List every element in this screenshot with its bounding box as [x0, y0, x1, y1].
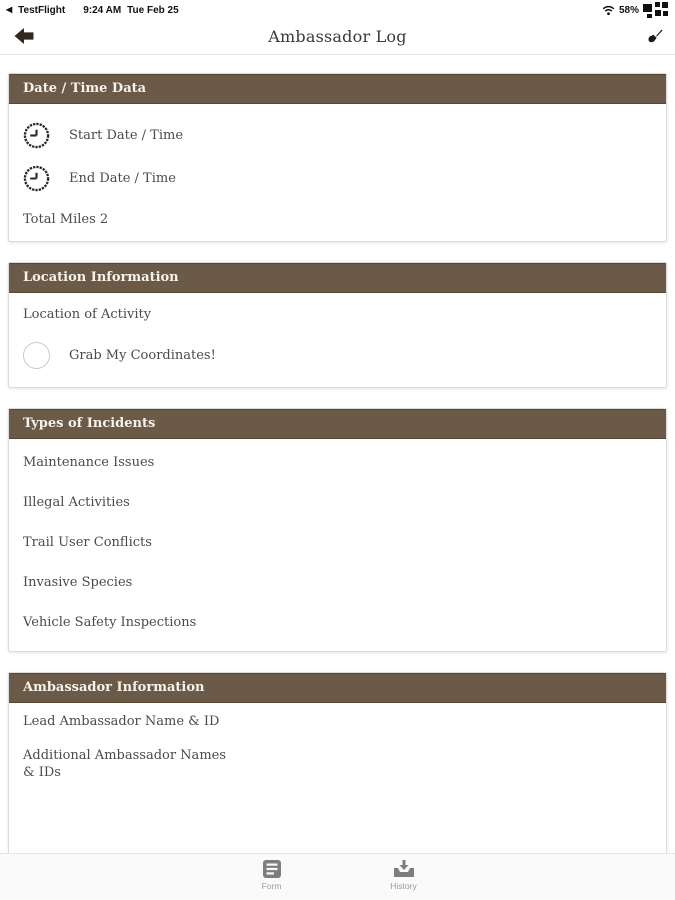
tab-history-label: History	[390, 881, 417, 891]
status-left	[6, 5, 179, 16]
section-location	[8, 262, 667, 388]
section-location-header: Location Information	[9, 263, 666, 293]
status-right	[602, 2, 669, 18]
total-miles-field[interactable]: Total Miles 2	[23, 212, 109, 227]
incident-item-illegal[interactable]: Illegal Activities	[23, 495, 130, 510]
brush-icon[interactable]	[647, 28, 663, 44]
incident-item-invasive[interactable]: Invasive Species	[23, 575, 133, 590]
grab-coordinates-row[interactable]	[23, 336, 652, 373]
section-datetime-header: Date / Time Data	[9, 74, 666, 104]
status-bar	[0, 0, 675, 18]
section-incidents-body	[9, 439, 666, 651]
grab-coordinates-radio[interactable]	[23, 342, 50, 369]
tab-form-label: Form	[261, 881, 282, 891]
battery-percent: 58%	[618, 4, 639, 16]
incident-item-trail-user[interactable]: Trail User Conflicts	[23, 535, 152, 550]
history-icon	[393, 859, 415, 879]
form-content	[0, 55, 675, 866]
status-time: 9:24 AM	[83, 4, 122, 16]
section-incidents	[8, 408, 667, 652]
section-ambassador-body	[9, 703, 666, 865]
status-date: Tue Feb 25	[127, 4, 179, 16]
additional-ambassador-field[interactable]: Additional Ambassador Names & IDs	[23, 748, 227, 780]
status-app-name[interactable]: TestFlight	[18, 4, 66, 16]
clock-icon	[23, 122, 50, 149]
section-location-body	[9, 293, 666, 387]
back-to-app-icon[interactable]: ◀	[6, 5, 13, 14]
section-ambassador	[8, 672, 667, 866]
nav-bar	[0, 18, 675, 55]
section-datetime-body	[9, 104, 666, 241]
grab-coordinates-label: Grab My Coordinates!	[69, 348, 216, 363]
section-ambassador-header: Ambassador Information	[9, 673, 666, 703]
battery-icon	[643, 2, 669, 18]
location-of-activity-field[interactable]: Location of Activity	[23, 307, 152, 322]
form-icon	[262, 859, 282, 879]
clock-icon	[23, 165, 50, 192]
incident-item-maintenance[interactable]: Maintenance Issues	[23, 455, 155, 470]
section-incidents-header: Types of Incidents	[9, 409, 666, 439]
section-datetime	[8, 73, 667, 242]
back-arrow-icon[interactable]	[12, 27, 36, 45]
incident-item-vehicle-safety[interactable]: Vehicle Safety Inspections	[23, 615, 197, 630]
start-datetime-label: Start Date / Time	[69, 128, 184, 143]
end-datetime-label: End Date / Time	[69, 171, 176, 186]
bottom-tab-bar	[0, 853, 675, 900]
start-datetime-field[interactable]	[23, 114, 652, 157]
lead-ambassador-field[interactable]: Lead Ambassador Name & ID	[23, 714, 220, 729]
page-title: Ambassador Log	[268, 26, 407, 46]
tab-history[interactable]	[382, 859, 426, 900]
wifi-icon	[602, 5, 615, 16]
end-datetime-field[interactable]	[23, 157, 652, 200]
tab-form[interactable]	[250, 859, 294, 900]
